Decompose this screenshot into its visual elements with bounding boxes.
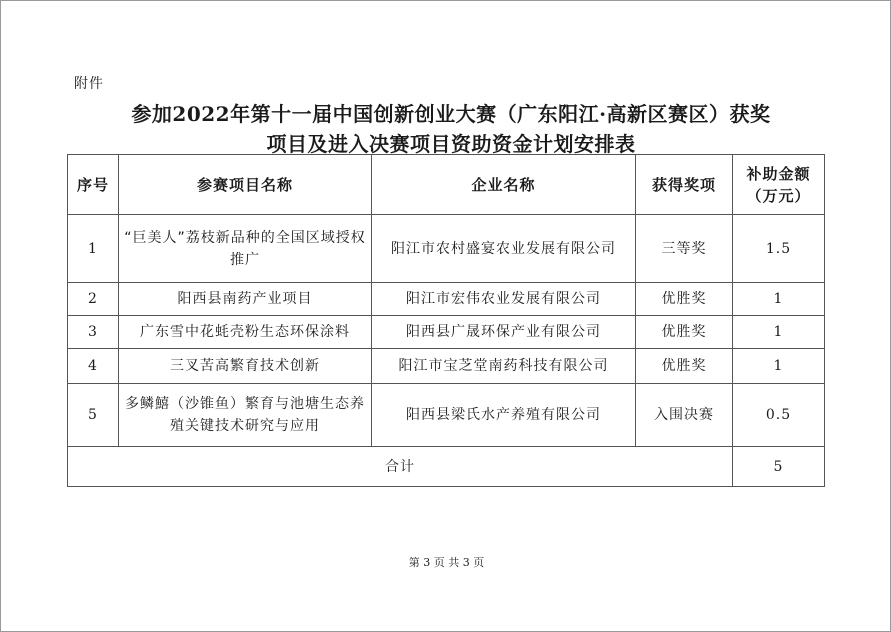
attachment-label: 附件 [74,76,104,92]
row-award: 优胜奖 [636,283,733,316]
table-row [68,316,825,349]
row-index: 3 [68,316,119,349]
table-row [68,384,825,447]
page-footer: 第 3 页 共 3 页 [408,556,485,569]
table-row [68,283,825,316]
row-company: 阳西县广晟环保产业有限公司 [372,316,636,349]
row-index: 2 [68,283,119,316]
document-title-line-1: 参加2022年第十一届中国创新创业大赛（广东阳江·高新区赛区）获奖 [131,102,771,126]
row-award: 优胜奖 [636,349,733,384]
header-index: 序号 [68,155,119,215]
row-award: 入围决赛 [636,384,733,447]
row-company: 阳江市宏伟农业发展有限公司 [372,283,636,316]
row-index: 1 [68,215,119,283]
header-amount: 补助金额（万元） [733,155,825,215]
table-row [68,215,825,283]
header-company: 企业名称 [372,155,636,215]
funding-table [67,154,825,487]
row-amount: 1 [733,316,825,349]
row-company: 阳西县梁氏水产养殖有限公司 [372,384,636,447]
document-title-line-2: 项目及进入决赛项目资助资金计划安排表 [266,132,636,156]
row-amount: 1.5 [733,215,825,283]
table-row [68,349,825,384]
table-header-row [68,155,825,215]
total-amount: 5 [733,447,825,487]
row-project: 阳西县南药产业项目 [119,283,372,316]
row-company: 阳江市宝芝堂南药科技有限公司 [372,349,636,384]
row-award: 三等奖 [636,215,733,283]
row-amount: 1 [733,283,825,316]
row-index: 5 [68,384,119,447]
row-index: 4 [68,349,119,384]
table-total-row [68,447,825,487]
total-label: 合计 [68,447,733,487]
row-amount: 1 [733,349,825,384]
row-award: 优胜奖 [636,316,733,349]
header-award: 获得奖项 [636,155,733,215]
row-project: 多鳞鱚（沙锥鱼）繁育与池塘生态养殖关键技术研究与应用 [119,384,372,447]
row-project: “巨美人”荔枝新品种的全国区域授权推广 [119,215,372,283]
row-company: 阳江市农村盛宴农业发展有限公司 [372,215,636,283]
row-project: 三叉苦高繁育技术创新 [119,349,372,384]
row-amount: 0.5 [733,384,825,447]
header-project: 参赛项目名称 [119,155,372,215]
row-project: 广东雪中花蚝壳粉生态环保涂料 [119,316,372,349]
